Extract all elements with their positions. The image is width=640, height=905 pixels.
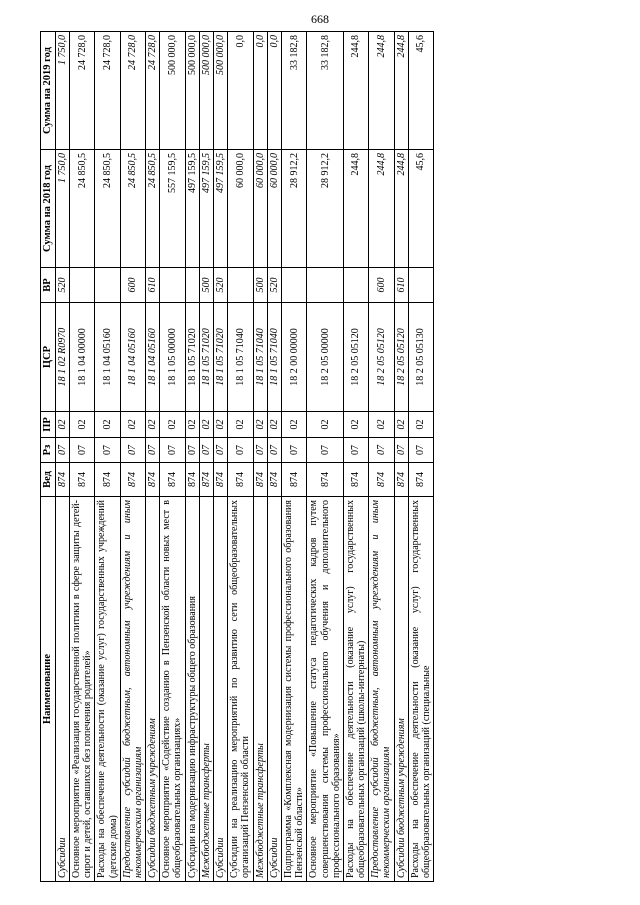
sum-2018-cell: 45,6	[408, 150, 433, 268]
sum-2018-cell: 1 750,0	[55, 150, 69, 268]
header-name: Наименование	[41, 497, 56, 882]
ved-cell: 874	[55, 463, 69, 497]
ved-cell: 874	[160, 463, 185, 497]
table-row	[120, 32, 145, 882]
vr-cell	[281, 268, 306, 303]
rz-cell: 07	[199, 438, 213, 463]
csr-cell: 18 1 05 71020	[214, 303, 228, 412]
vr-cell	[343, 268, 368, 303]
vr-cell: 600	[369, 268, 394, 303]
ved-cell: 874	[281, 463, 306, 497]
vr-cell: 520	[55, 268, 69, 303]
table-row	[307, 32, 344, 882]
name-cell: Предоставление субсидий бюджетным, автономным учреждениям и иным некоммерческим организациям	[369, 497, 394, 882]
rz-cell: 07	[185, 438, 199, 463]
csr-cell: 18 1 04 00000	[69, 303, 94, 412]
vr-cell: 520	[267, 268, 281, 303]
table-row	[394, 32, 408, 882]
sum-2019-cell: 500 000,0	[214, 32, 228, 150]
pr-cell: 02	[253, 412, 267, 438]
rz-cell: 07	[253, 438, 267, 463]
sum-2019-cell: 24 728,0	[146, 32, 160, 150]
vr-cell	[160, 268, 185, 303]
name-cell: Субсидии	[55, 497, 69, 882]
table-row	[185, 32, 199, 882]
csr-cell: 18 2 05 05130	[408, 303, 433, 412]
name-cell: Межбюджетные трансферты	[199, 497, 213, 882]
ved-cell: 874	[146, 463, 160, 497]
pr-cell: 02	[408, 412, 433, 438]
sum-2018-cell: 60 000,0	[228, 150, 253, 268]
sum-2018-cell: 497 159,5	[199, 150, 213, 268]
name-cell: Субсидии	[214, 497, 228, 882]
sum-2019-cell: 500 000,0	[160, 32, 185, 150]
rz-cell: 07	[281, 438, 306, 463]
ved-cell: 874	[343, 463, 368, 497]
table-row	[281, 32, 306, 882]
vr-cell	[69, 268, 94, 303]
table-row	[69, 32, 94, 882]
ved-cell: 874	[199, 463, 213, 497]
vr-cell	[228, 268, 253, 303]
sum-2019-cell: 244,8	[369, 32, 394, 150]
csr-cell: 18 1 05 71040	[228, 303, 253, 412]
sum-2018-cell: 244,8	[394, 150, 408, 268]
table-row	[408, 32, 433, 882]
rotated-table-frame	[40, 32, 620, 882]
table-header-row	[41, 32, 56, 882]
table-row	[253, 32, 267, 882]
table-row	[267, 32, 281, 882]
pr-cell: 02	[307, 412, 344, 438]
name-cell: Межбюджетные трансферты	[253, 497, 267, 882]
sum-2018-cell: 497 159,5	[185, 150, 199, 268]
sum-2019-cell: 1 750,0	[55, 32, 69, 150]
name-cell: Основное мероприятие «Реализация государственной политики в сфере защиты детей-сирот и детей, оставшихся без попечения родителей»	[69, 497, 94, 882]
ved-cell: 874	[214, 463, 228, 497]
vr-cell: 610	[146, 268, 160, 303]
sum-2019-cell: 244,8	[343, 32, 368, 150]
csr-cell: 18 1 05 71040	[267, 303, 281, 412]
sum-2019-cell: 45,6	[408, 32, 433, 150]
table-row	[369, 32, 394, 882]
rz-cell: 07	[95, 438, 120, 463]
name-cell: Основное мероприятие «Содействие созданию в Пензенской области новых мест в общеобразовательных организациях»	[160, 497, 185, 882]
name-cell: Расходы на обеспечение деятельности (оказание услуг) государственных общеобразовательных организаций (школы-интернаты)	[343, 497, 368, 882]
pr-cell: 02	[343, 412, 368, 438]
header-csr: ЦСР	[41, 303, 56, 412]
header-sum-2019: Сумма на 2019 год	[41, 32, 56, 150]
ved-cell: 874	[369, 463, 394, 497]
sum-2019-cell: 0,0	[253, 32, 267, 150]
sum-2019-cell: 24 728,0	[95, 32, 120, 150]
name-cell: Предоставление субсидий бюджетным, автономным учреждениям и иным некоммерческим организациям	[120, 497, 145, 882]
csr-cell: 18 1 04 05160	[146, 303, 160, 412]
sum-2019-cell: 500 000,0	[199, 32, 213, 150]
sum-2019-cell: 33 182,8	[307, 32, 344, 150]
rz-cell: 07	[160, 438, 185, 463]
sum-2019-cell: 0,0	[267, 32, 281, 150]
table-body	[55, 32, 433, 882]
name-cell: Расходы на обеспечение деятельности (оказание услуг) государственных общеобразовательных организаций (специальные	[408, 497, 433, 882]
csr-cell: 18 1 02 R0970	[55, 303, 69, 412]
sum-2018-cell: 244,8	[343, 150, 368, 268]
pr-cell: 02	[55, 412, 69, 438]
rz-cell: 07	[69, 438, 94, 463]
vr-cell	[307, 268, 344, 303]
sum-2018-cell: 28 912,2	[307, 150, 344, 268]
sum-2019-cell: 0,0	[228, 32, 253, 150]
name-cell: Основное мероприятие «Повышение статуса педагогических кадров путем совершенствования системы профессионального обучения и дополнительного профессионального образования»	[307, 497, 344, 882]
ved-cell: 874	[228, 463, 253, 497]
sum-2018-cell: 60 000,0	[253, 150, 267, 268]
csr-cell: 18 2 05 05120	[394, 303, 408, 412]
rz-cell: 07	[146, 438, 160, 463]
pr-cell: 02	[228, 412, 253, 438]
csr-cell: 18 1 04 05160	[95, 303, 120, 412]
csr-cell: 18 1 04 05160	[120, 303, 145, 412]
header-vr: ВР	[41, 268, 56, 303]
pr-cell: 02	[69, 412, 94, 438]
table-row	[95, 32, 120, 882]
csr-cell: 18 1 05 71020	[185, 303, 199, 412]
ved-cell: 874	[120, 463, 145, 497]
table-row	[214, 32, 228, 882]
header-rz: Рз	[41, 438, 56, 463]
rz-cell: 07	[394, 438, 408, 463]
sum-2019-cell: 500 000,0	[185, 32, 199, 150]
sum-2019-cell: 24 728,0	[120, 32, 145, 150]
csr-cell: 18 2 05 00000	[307, 303, 344, 412]
pr-cell: 02	[199, 412, 213, 438]
rz-cell: 07	[343, 438, 368, 463]
vr-cell: 500	[199, 268, 213, 303]
page-number: 668	[311, 12, 329, 26]
pr-cell: 02	[146, 412, 160, 438]
rz-cell: 07	[267, 438, 281, 463]
csr-cell: 18 1 05 71040	[253, 303, 267, 412]
ved-cell: 874	[253, 463, 267, 497]
vr-cell: 610	[394, 268, 408, 303]
sum-2019-cell: 24 728,0	[69, 32, 94, 150]
header-pr: ПР	[41, 412, 56, 438]
pr-cell: 02	[214, 412, 228, 438]
name-cell: Подпрограмма «Комплексная модернизация системы профессионального образования Пензенской области»	[281, 497, 306, 882]
rz-cell: 07	[369, 438, 394, 463]
ved-cell: 874	[185, 463, 199, 497]
rz-cell: 07	[55, 438, 69, 463]
csr-cell: 18 1 05 00000	[160, 303, 185, 412]
pr-cell: 02	[394, 412, 408, 438]
name-cell: Субсидии на реализацию мероприятий по развитию сети общеобразовательных организаций Пензенской области	[228, 497, 253, 882]
rotated-table-container	[40, 32, 620, 882]
rz-cell: 07	[214, 438, 228, 463]
table-row	[228, 32, 253, 882]
pr-cell: 02	[160, 412, 185, 438]
name-cell: Субсидии бюджетным учреждениям	[394, 497, 408, 882]
rz-cell: 07	[228, 438, 253, 463]
table-row	[343, 32, 368, 882]
ved-cell: 874	[307, 463, 344, 497]
vr-cell: 500	[253, 268, 267, 303]
vr-cell: 520	[214, 268, 228, 303]
sum-2018-cell: 24 850,5	[146, 150, 160, 268]
pr-cell: 02	[369, 412, 394, 438]
table-row	[199, 32, 213, 882]
header-ved: Вед	[41, 463, 56, 497]
sum-2018-cell: 24 850,5	[69, 150, 94, 268]
table-row	[160, 32, 185, 882]
rz-cell: 07	[307, 438, 344, 463]
ved-cell: 874	[95, 463, 120, 497]
sum-2019-cell: 33 182,8	[281, 32, 306, 150]
vr-cell	[408, 268, 433, 303]
name-cell: Субсидии	[267, 497, 281, 882]
pr-cell: 02	[267, 412, 281, 438]
vr-cell	[95, 268, 120, 303]
name-cell: Субсидии бюджетным учреждениям	[146, 497, 160, 882]
vr-cell: 600	[120, 268, 145, 303]
sum-2018-cell: 28 912,2	[281, 150, 306, 268]
table-row	[55, 32, 69, 882]
csr-cell: 18 1 05 71020	[199, 303, 213, 412]
pr-cell: 02	[185, 412, 199, 438]
ved-cell: 874	[408, 463, 433, 497]
budget-table	[40, 31, 434, 882]
name-cell: Субсидии на модернизацию инфраструктуры общего образования	[185, 497, 199, 882]
rz-cell: 07	[408, 438, 433, 463]
sum-2018-cell: 24 850,5	[95, 150, 120, 268]
name-cell: Расходы на обеспечение деятельности (оказание услуг) государственных учреждений (детские дома)	[95, 497, 120, 882]
sum-2018-cell: 557 159,5	[160, 150, 185, 268]
pr-cell: 02	[120, 412, 145, 438]
table-row	[146, 32, 160, 882]
sum-2019-cell: 244,8	[394, 32, 408, 150]
sum-2018-cell: 497 159,5	[214, 150, 228, 268]
csr-cell: 18 2 05 05120	[369, 303, 394, 412]
sum-2018-cell: 244,8	[369, 150, 394, 268]
sum-2018-cell: 24 850,5	[120, 150, 145, 268]
ved-cell: 874	[69, 463, 94, 497]
ved-cell: 874	[267, 463, 281, 497]
pr-cell: 02	[281, 412, 306, 438]
sum-2018-cell: 60 000,0	[267, 150, 281, 268]
pr-cell: 02	[95, 412, 120, 438]
rz-cell: 07	[120, 438, 145, 463]
header-sum-2018: Сумма на 2018 год	[41, 150, 56, 268]
ved-cell: 874	[394, 463, 408, 497]
vr-cell	[185, 268, 199, 303]
csr-cell: 18 2 05 05120	[343, 303, 368, 412]
csr-cell: 18 2 00 00000	[281, 303, 306, 412]
